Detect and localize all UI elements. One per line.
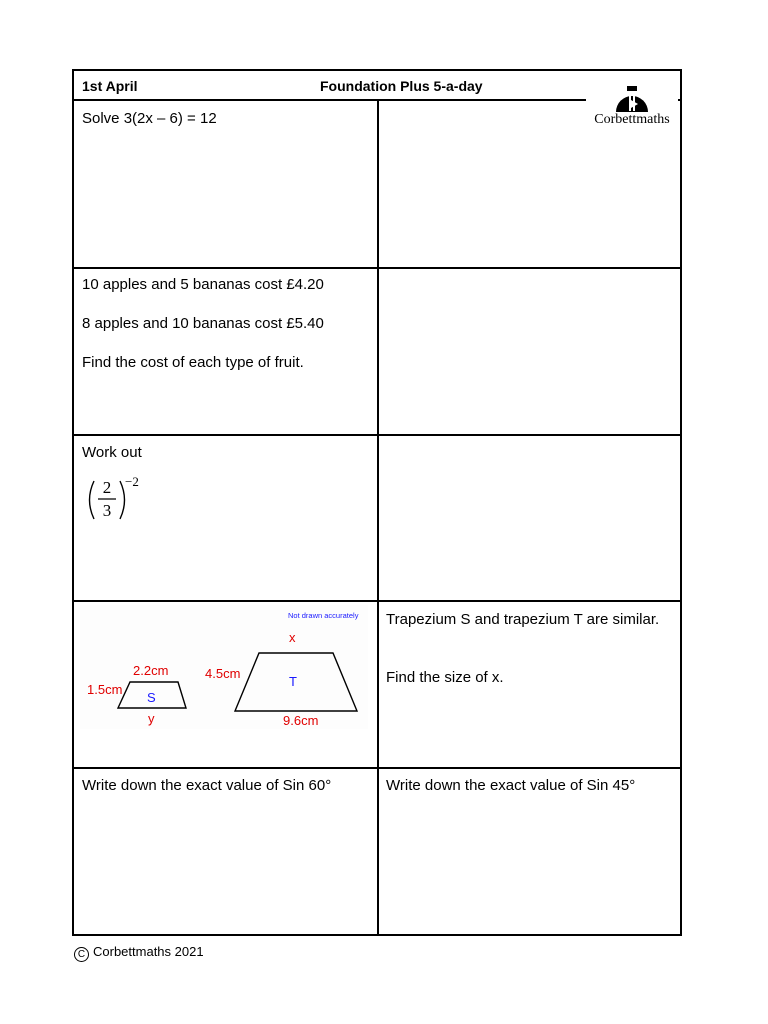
fraction-expression (84, 475, 164, 535)
question-2-line-2: 8 apples and 10 bananas cost £5.40 (82, 315, 324, 332)
row-divider-4 (74, 767, 680, 769)
denominator: 3 (102, 501, 112, 520)
s-bottom-label: y (148, 711, 155, 726)
date-label: 1st April (82, 78, 138, 94)
row-divider-3 (74, 600, 680, 602)
numerator: 2 (102, 478, 112, 497)
not-drawn-note: Not drawn accurately (288, 611, 359, 620)
corbettmaths-logo (586, 84, 678, 130)
question-6: Write down the exact value of Sin 45° (386, 777, 636, 794)
worksheet (72, 69, 682, 936)
t-bottom-label: 9.6cm (283, 713, 319, 728)
exponent: −2 (125, 475, 139, 489)
question-3-text: Work out (82, 444, 142, 461)
column-divider (377, 101, 379, 934)
t-top-label: x (289, 630, 296, 645)
row-divider-2 (74, 434, 680, 436)
row-divider-1 (74, 267, 680, 269)
trapezium-diagram (80, 605, 368, 729)
copyright-text: Corbettmaths 2021 (93, 944, 204, 959)
left-bracket (90, 481, 95, 519)
question-5: Write down the exact value of Sin 60° (82, 777, 332, 794)
question-2-line-3: Find the cost of each type of fruit. (82, 354, 304, 371)
fraction-svg (84, 475, 164, 535)
logo-icon (612, 84, 652, 114)
t-shape-label: T (289, 674, 297, 689)
s-top-label: 2.2cm (133, 663, 169, 678)
right-bracket (120, 481, 125, 519)
copyright-footer (74, 944, 204, 962)
s-side-label: 1.5cm (87, 682, 123, 697)
question-2-line-1: 10 apples and 5 bananas cost £4.20 (82, 276, 324, 293)
worksheet-title: Foundation Plus 5-a-day (320, 78, 483, 94)
question-4-line-2: Find the size of x. (386, 669, 504, 686)
question-4-line-1: Trapezium S and trapezium T are similar. (386, 611, 660, 628)
question-1: Solve 3(2x – 6) = 12 (82, 110, 217, 127)
trapezium-svg (80, 605, 368, 729)
logo-text: Corbettmaths (594, 112, 670, 127)
copyright-icon: C (74, 947, 89, 962)
s-shape-label: S (147, 690, 156, 705)
t-side-label: 4.5cm (205, 666, 241, 681)
